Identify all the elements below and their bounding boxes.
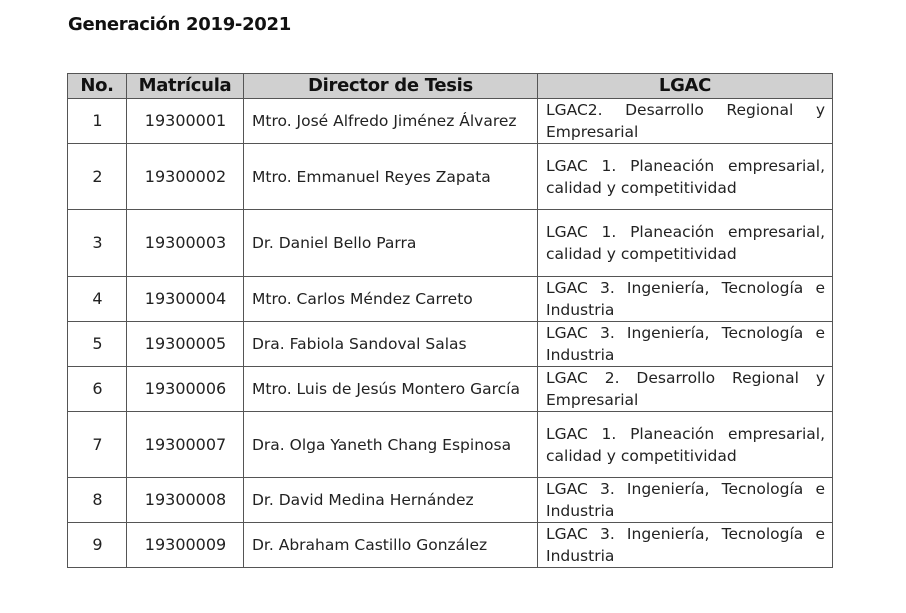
cell-lgac: LGAC 1. Planeación empresarial, calidad y competitividad: [538, 210, 833, 277]
cell-director: Dr. David Medina Hernández: [244, 478, 538, 523]
column-header-director: Director de Tesis: [244, 74, 538, 99]
table-row: [68, 99, 833, 144]
table-row: [68, 478, 833, 523]
cell-lgac: LGAC 3. Ingeniería, Tecnología e Industria: [538, 478, 833, 523]
cell-director: Dr. Abraham Castillo González: [244, 523, 538, 568]
page-title: Generación 2019-2021: [68, 14, 291, 35]
cell-director: Dra. Fabiola Sandoval Salas: [244, 322, 538, 367]
cell-lgac: LGAC 3. Ingeniería, Tecnología e Industria: [538, 322, 833, 367]
cell-matricula: 19300003: [127, 210, 244, 277]
cell-matricula: 19300005: [127, 322, 244, 367]
cell-director: Mtro. Emmanuel Reyes Zapata: [244, 144, 538, 210]
cell-matricula: 19300002: [127, 144, 244, 210]
column-header-no: No.: [68, 74, 127, 99]
cell-no: 8: [68, 478, 127, 523]
table-header-row: [68, 74, 833, 99]
cell-lgac: LGAC 1. Planeación empresarial, calidad y competitividad: [538, 144, 833, 210]
cell-lgac: LGAC 1. Planeación empresarial, calidad y competitividad: [538, 412, 833, 478]
cell-matricula: 19300006: [127, 367, 244, 412]
table-row: [68, 523, 833, 568]
cell-no: 3: [68, 210, 127, 277]
cell-lgac: LGAC2. Desarrollo Regional y Empresarial: [538, 99, 833, 144]
cell-director: Mtro. Luis de Jesús Montero García: [244, 367, 538, 412]
column-header-lgac: LGAC: [538, 74, 833, 99]
cell-lgac: LGAC 3. Ingeniería, Tecnología e Industria: [538, 277, 833, 322]
table-row: [68, 322, 833, 367]
cell-director: Mtro. Carlos Méndez Carreto: [244, 277, 538, 322]
table-row: [68, 367, 833, 412]
cell-matricula: 19300007: [127, 412, 244, 478]
cell-matricula: 19300008: [127, 478, 244, 523]
cell-lgac: LGAC 2. Desarrollo Regional y Empresarial: [538, 367, 833, 412]
cell-matricula: 19300001: [127, 99, 244, 144]
cell-no: 1: [68, 99, 127, 144]
cell-matricula: 19300004: [127, 277, 244, 322]
cell-director: Dr. Daniel Bello Parra: [244, 210, 538, 277]
cell-director: Mtro. José Alfredo Jiménez Álvarez: [244, 99, 538, 144]
cell-director: Dra. Olga Yaneth Chang Espinosa: [244, 412, 538, 478]
cell-lgac: LGAC 3. Ingeniería, Tecnología e Industria: [538, 523, 833, 568]
cell-no: 2: [68, 144, 127, 210]
table-row: [68, 144, 833, 210]
table-row: [68, 210, 833, 277]
thesis-directors-table: [67, 73, 833, 568]
table-row: [68, 412, 833, 478]
cell-no: 7: [68, 412, 127, 478]
cell-matricula: 19300009: [127, 523, 244, 568]
cell-no: 6: [68, 367, 127, 412]
table-row: [68, 277, 833, 322]
cell-no: 9: [68, 523, 127, 568]
cell-no: 4: [68, 277, 127, 322]
column-header-matricula: Matrícula: [127, 74, 244, 99]
cell-no: 5: [68, 322, 127, 367]
